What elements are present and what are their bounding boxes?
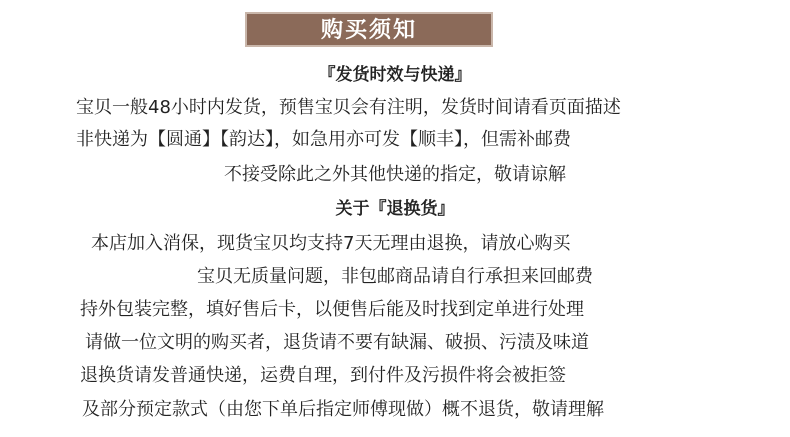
returns-heading: 关于『退换货』 xyxy=(335,199,455,219)
returns-line-4: 请做一位文明的购买者，退货请不要有缺漏、破损、污渍及味道 xyxy=(85,332,589,353)
returns-line-2: 宝贝无质量问题，非包邮商品请自行承担来回邮费 xyxy=(197,266,593,287)
returns-line-1: 本店加入消保，现货宝贝均支持7天无理由退换，请放心购买 xyxy=(91,233,571,254)
shipping-line-1: 宝贝一般48小时内发货，预售宝贝会有注明，发货时间请看页面描述 xyxy=(76,97,621,118)
header-banner xyxy=(245,12,493,47)
returns-line-3: 持外包装完整，填好售后卡，以便售后能及时找到定单进行处理 xyxy=(80,299,584,320)
shipping-line-3: 不接受除此之外其他快递的指定，敬请谅解 xyxy=(224,164,566,185)
page-title: 购买须知 xyxy=(320,16,417,43)
returns-line-5: 退换货请发普通快递，运费自理，到付件及污损件将会被拒签 xyxy=(80,365,566,386)
returns-line-6: 及部分预定款式（由您下单后指定师傅现做）概不退货，敬请理解 xyxy=(82,399,604,420)
shipping-heading: 『发货时效与快递』 xyxy=(318,65,472,85)
shipping-line-2: 非快递为【圆通】【韵达】，如急用亦可发【顺丰】，但需补邮费 xyxy=(76,129,571,150)
